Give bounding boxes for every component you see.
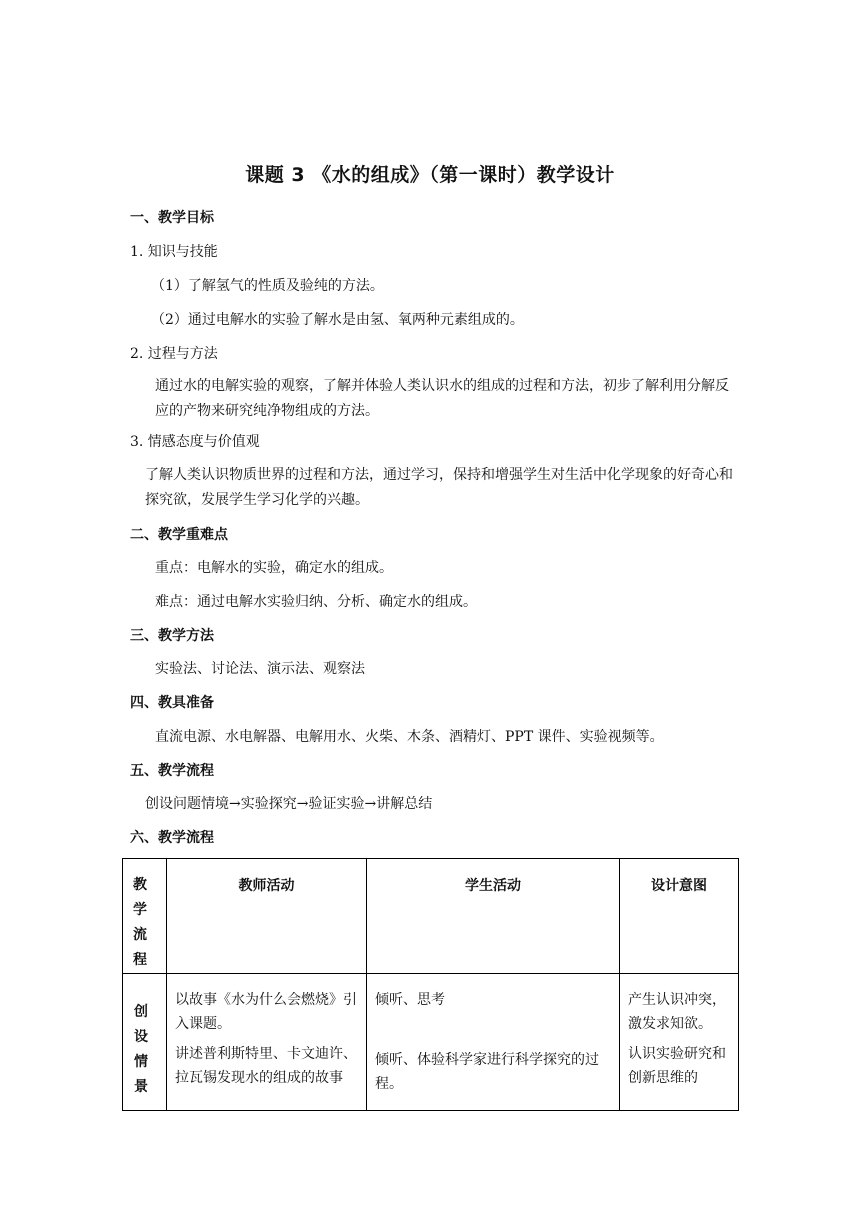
intent-2: 认识实验研究和创新思维的: [628, 1046, 726, 1086]
section-heading-methods: 三、教学方法: [130, 628, 214, 644]
document-title: 课题 3 《水的组成》（第一课时）教学设计: [245, 164, 615, 186]
header-student: 学生活动: [465, 878, 521, 894]
header-intent-cell: [620, 859, 739, 974]
objective-item: （2）通过电解水的实验了解水是由氢、氧两种元素组成的。: [151, 312, 524, 328]
section-heading-flow-table: 六、教学流程: [130, 830, 214, 846]
subheading-process: 2. 过程与方法: [130, 346, 218, 362]
teacher-activity-2: 讲述普利斯特里、卡文迪许、拉瓦锡发现水的组成的故事: [175, 1046, 357, 1086]
teacher-activity-1: 以故事《水为什么会燃烧》引入课题。: [175, 992, 357, 1032]
section-heading-key-points: 二、教学重难点: [130, 527, 228, 543]
stage-label: 创设情景: [134, 1004, 148, 1095]
attitude-paragraph: 了解人类认识物质世界的过程和方法，通过学习，保持和增强学生对生活中化学现象的好奇心和探究欲，发展学生学习化学的兴趣。: [145, 467, 733, 508]
section-heading-flow: 五、教学流程: [130, 763, 214, 779]
header-stage: 教学流程: [133, 877, 147, 968]
difficult-point-text: 难点：通过电解水实验归纳、分析、确定水的组成。: [155, 594, 477, 610]
stage-cell: [123, 974, 167, 1111]
header-stage-cell: [123, 859, 167, 974]
materials-text: 直流电源、水电解器、电解用水、火柴、木条、酒精灯、PPT 课件、实验视频等。: [155, 729, 664, 745]
student-activity-1: 倾听、思考: [375, 992, 445, 1008]
flow-text: 创设问题情境→实验探究→验证实验→讲解总结: [145, 796, 433, 812]
header-teacher-cell: [167, 859, 367, 974]
intent-cell: [620, 974, 739, 1111]
teaching-flow-table: [122, 858, 739, 1111]
student-cell: [367, 974, 620, 1111]
key-point-text: 重点：电解水的实验，确定水的组成。: [155, 560, 393, 576]
process-paragraph: 通过水的电解实验的观察，了解并体验人类认识水的组成的过程和方法，初步了解利用分解反应的产物来研究纯净物组成的方法。: [155, 378, 729, 419]
subheading-attitude: 3. 情感态度与价值观: [130, 434, 260, 450]
student-activity-2: 倾听、体验科学家进行科学探究的过程。: [375, 1052, 599, 1092]
intent-1: 产生认识冲突，激发求知欲。: [628, 992, 726, 1032]
methods-text: 实验法、讨论法、演示法、观察法: [155, 661, 365, 677]
objective-item: （1）了解氢气的性质及验纯的方法。: [151, 278, 384, 294]
header-intent: 设计意图: [651, 878, 707, 894]
table-row: [123, 974, 739, 1111]
section-heading-materials: 四、教具准备: [130, 695, 214, 711]
header-student-cell: [367, 859, 620, 974]
teacher-cell: [167, 974, 367, 1111]
section-heading-objectives: 一、教学目标: [130, 210, 214, 226]
header-teacher: 教师活动: [238, 878, 295, 894]
subheading-knowledge: 1. 知识与技能: [130, 244, 218, 260]
table-header-row: [123, 859, 739, 974]
